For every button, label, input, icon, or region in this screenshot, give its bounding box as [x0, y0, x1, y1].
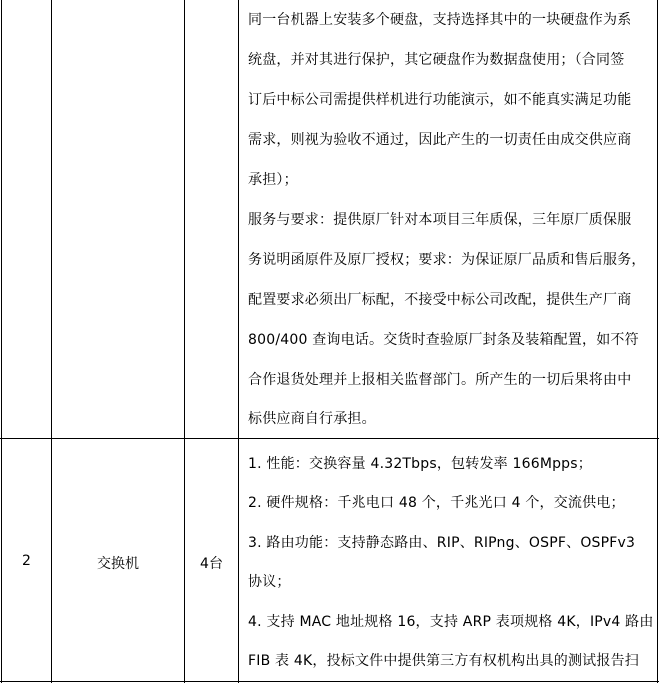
col-divider: [184, 0, 185, 683]
spec-line: 标供应商自行承担。: [248, 411, 376, 427]
row-divider: [0, 438, 659, 439]
spec-line: 800/400 查询电话。交货时查验原厂封条及装箱配置，如不符: [248, 332, 639, 348]
spec-line: 务说明函原件及原厂授权；要求：为保证原厂品质和售后服务，: [248, 252, 646, 268]
spec-line: 1. 性能：交换容量 4.32Tbps，包转发率 166Mpps；: [248, 456, 592, 472]
spec-line: 订后中标公司需提供样机进行功能演示，如不能真实满足功能: [248, 92, 632, 108]
item-name: 交换机: [97, 556, 139, 572]
spec-line: 配置要求必须出厂标配，不接受中标公司改配，提供生产厂商: [248, 292, 632, 308]
row-number: 2: [22, 553, 31, 569]
spec-line: 协议；: [248, 574, 291, 590]
col-divider: [238, 0, 239, 683]
spec-line: 同一台机器上安装多个硬盘，支持选择其中的一块硬盘作为系: [248, 12, 632, 28]
spec-line: 3. 路由功能：支持静态路由、RIP、RIPng、OSPF、OSPFv3: [248, 535, 636, 551]
spec-line: 4. 支持 MAC 地址规格 16，支持 ARP 表项规格 4K，IPv4 路由: [248, 614, 654, 630]
spec-line: 承担）；: [248, 172, 298, 188]
spec-line: 合作退货处理并上报相关监督部门。所产生的一切后果将由中: [248, 372, 632, 388]
item-quantity: 4台: [200, 556, 223, 572]
col-divider: [657, 0, 658, 683]
col-divider: [1, 0, 2, 683]
spec-line: 服务与要求：提供原厂针对本项目三年质保，三年原厂质保服: [248, 212, 632, 228]
spec-line: 需求，则视为验收不通过，因此产生的一切责任由成交供应商: [248, 132, 632, 148]
spec-line: FIB 表 4K，投标文件中提供第三方有权机构出具的测试报告扫: [248, 653, 639, 669]
spec-line: 2. 硬件规格：千兆电口 48 个，千兆光口 4 个，交流供电；: [248, 495, 625, 511]
spec-line: 统盘，并对其进行保护，其它硬盘作为数据盘使用；（合同签: [248, 52, 625, 68]
row-divider: [0, 681, 659, 682]
col-divider: [51, 0, 52, 683]
